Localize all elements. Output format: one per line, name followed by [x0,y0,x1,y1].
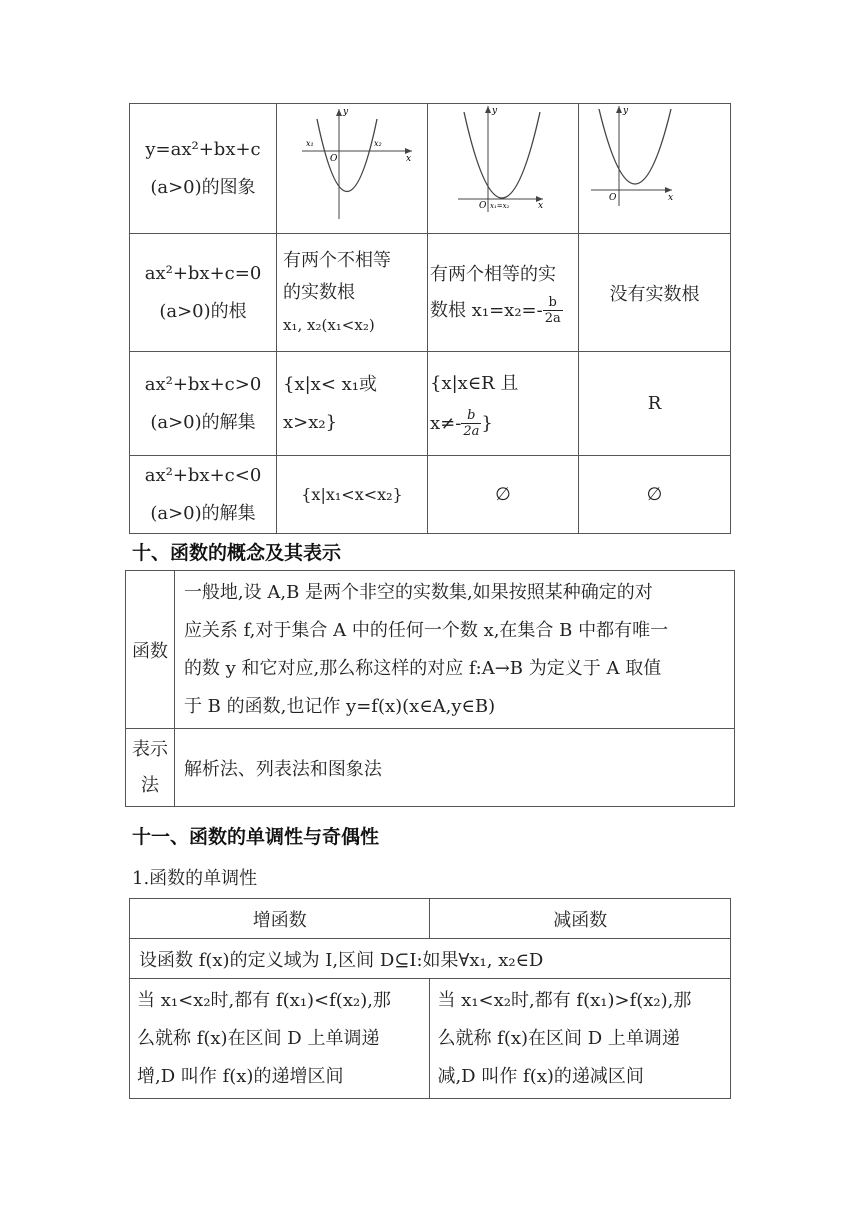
no-root-solution-cell: R [579,352,731,456]
cell-line: 有两个不相等 [283,249,391,271]
root-formula: 数根 x₁=x₂=- [430,299,543,321]
table-row [130,979,731,1099]
graph-cell-two-roots [277,104,428,234]
fraction [543,295,563,326]
label-line: (a>0)的解集 [150,411,256,433]
table-row [130,456,731,534]
increasing-definition-cell [130,979,430,1099]
cell-line: 增,D 叫作 f(x)的递增区间 [137,1065,344,1087]
table-row [130,939,731,979]
two-roots-cell [277,234,428,352]
x1-eq-x2-label: x₁=x₂ [490,202,510,210]
two-roots-negative-cell: {x|x₁<x<x₂} [277,456,428,534]
cell-line: x₁, x₂(x₁<x₂) [283,315,375,334]
definition-cell [174,571,734,729]
table-row [130,352,731,456]
origin-label: O [330,154,338,164]
fraction-numerator: b [543,295,563,311]
row-label [126,729,175,807]
label-line: ax²+bx+c=0 [144,262,262,284]
no-root-cell: 没有实数根 [579,234,731,352]
double-root-cell [428,234,579,352]
cell-line: 么就称 f(x)在区间 D 上单调递 [137,1027,380,1049]
row-label [130,456,277,534]
label-line: ax²+bx+c>0 [144,373,262,395]
cell-line: {x|x∈R 且 [430,372,519,394]
monotonicity-table [129,898,731,1099]
double-root-solution-cell [428,352,579,456]
cell-line: 有两个相等的实 [430,263,556,285]
table-row [130,104,731,234]
origin-label: O [609,193,617,203]
label-line: 法 [140,774,159,796]
quadratic-table [129,103,731,534]
cell-line: 一般地,设 A,B 是两个非空的实数集,如果按照某种确定的对 [183,581,653,603]
y-axis-label: y [492,106,498,116]
table-row [126,571,735,729]
x-axis-label: x [668,193,674,203]
column-header-increasing: 增函数 [130,899,430,939]
label-line: (a>0)的根 [159,300,247,322]
cell-line: 减,D 叫作 f(x)的递减区间 [437,1065,644,1087]
x1-label: x₁ [306,139,314,148]
definition-cell: 设函数 f(x)的定义域为 I,区间 D⊆I:如果∀x₁, x₂∈D [130,939,731,979]
representation-cell: 解析法、列表法和图象法 [174,729,734,807]
table-row [130,234,731,352]
subheading: 1.函数的单调性 [132,868,258,889]
table-header-row [130,899,731,939]
cell-line: 么就称 f(x)在区间 D 上单调递 [437,1027,680,1049]
parabola-double-root-graph [428,104,578,228]
section-heading: 十一、函数的单调性与奇偶性 [132,826,380,848]
fraction-denominator: 2a [544,311,561,326]
no-root-negative-cell: ∅ [579,456,731,534]
column-header-decreasing: 减函数 [430,899,731,939]
x2-label: x₂ [374,139,382,148]
cell-line: 于 B 的函数,也记作 y=f(x)(x∈A,y∈B) [183,695,496,717]
row-label [130,234,277,352]
x-axis-label: x [538,201,544,211]
cell-line: {x|x< x₁或 [283,373,377,395]
cell-line [430,404,576,444]
parabola-no-root-graph [579,104,730,228]
decreasing-definition-cell [430,979,731,1099]
two-roots-solution-cell [277,352,428,456]
fraction-numerator: b [461,408,481,424]
cell-line: 的实数根 [283,281,355,303]
label-line: 表示 [131,738,168,760]
cell-line: 的数 y 和它对应,那么称这样的对应 f:A→B 为定义于 A 取值 [183,657,662,679]
row-label [130,104,277,234]
cell-line: 应关系 f,对于集合 A 中的任何一个数 x,在集合 B 中都有唯一 [183,619,669,641]
set-formula: x≠- [430,412,462,434]
section-heading: 十、函数的概念及其表示 [132,542,342,564]
y-axis-label: y [623,106,629,116]
row-label [130,352,277,456]
x-axis-label: x [406,154,412,164]
origin-label: O [479,201,487,211]
graph-cell-no-root [579,104,731,234]
cell-line: 当 x₁<x₂时,都有 f(x₁)>f(x₂),那 [437,989,692,1011]
cell-line [430,293,576,329]
label-line: y=ax²+bx+c [145,138,261,160]
y-axis-label: y [343,107,349,117]
graph-cell-double-root [428,104,579,234]
set-close: } [481,412,493,434]
fraction-denominator: 2a [463,424,480,439]
fraction [461,408,481,439]
table-row [126,729,735,807]
label-line: (a>0)的解集 [150,502,256,524]
label-line: (a>0)的图象 [150,176,256,198]
function-concept-table [125,570,735,807]
cell-line: 当 x₁<x₂时,都有 f(x₁)<f(x₂),那 [137,989,391,1011]
cell-line: x>x₂} [283,411,338,433]
parabola-two-roots-graph [277,104,427,228]
label-line: ax²+bx+c<0 [144,464,262,486]
double-root-negative-cell: ∅ [428,456,579,534]
row-label: 函数 [126,571,175,729]
